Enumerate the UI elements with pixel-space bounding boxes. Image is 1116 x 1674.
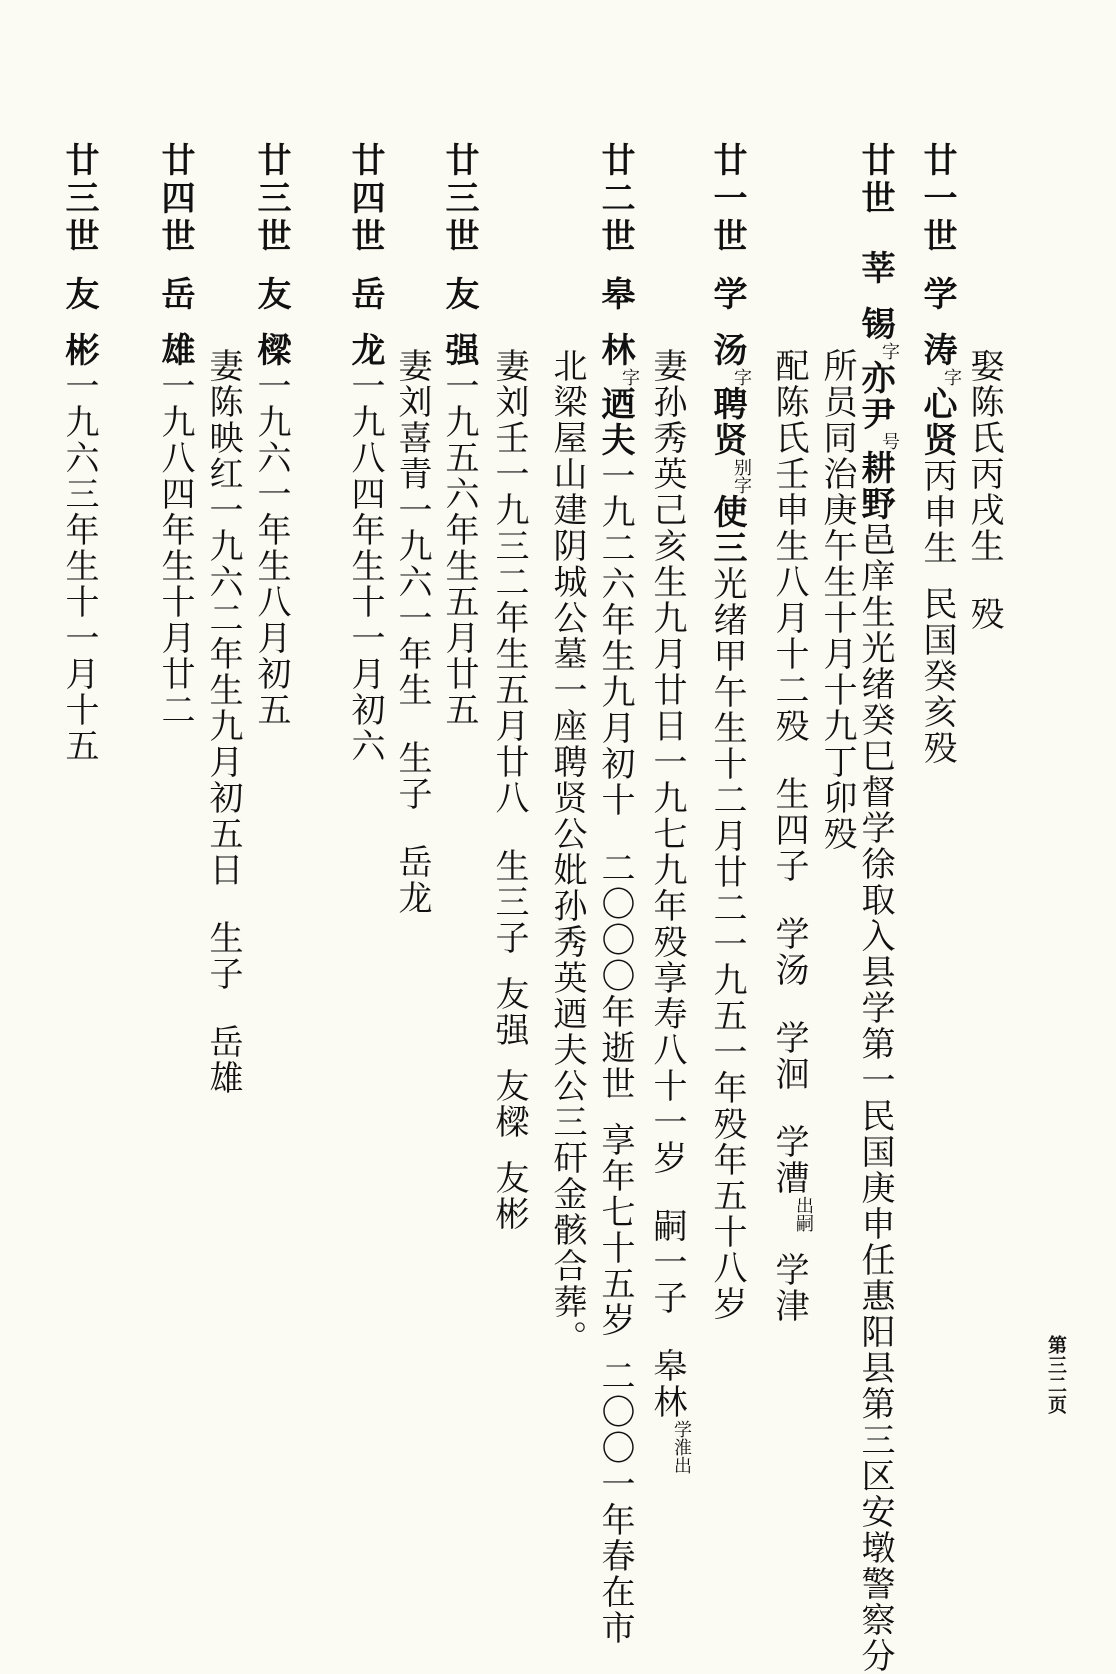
person-name-2: 龙 [345,332,385,368]
line-1 [964,348,1004,632]
annotation: 出嗣 [793,1196,814,1232]
person-name: 皋 [595,276,635,312]
line-6 [707,142,752,1322]
line-9-text: 北梁屋山建阴城公墓一座聘贤公妣孙秀英迺夫公三矸金骸合葬。 [547,348,587,1356]
courtesy-name: 聘贤 [707,386,747,458]
child-name-4: 学津 [769,1252,809,1324]
line-7-text-b: 嗣一子 [647,1208,687,1316]
child-name-3: 友彬 [489,1160,529,1232]
line-7 [647,348,692,1474]
line-5-text: 配陈氏壬申生八月十二殁 [769,348,809,744]
page-number: 第三二页 [1045,1335,1067,1415]
annotation: 字 [731,368,752,386]
annotation: 字 [941,368,962,386]
line-1-text: 娶陈氏丙戌生 [964,348,1004,564]
line-3 [855,142,900,1674]
person-name-2: 林 [595,332,635,368]
line-9 [547,348,587,1356]
generation-label: 廿二世 [595,142,635,256]
child-name-3: 学漕 [769,1124,809,1196]
generation-label: 廿三世 [251,142,291,256]
line-8-text-b: 二〇〇〇年逝世 [595,850,635,1102]
line-16-text: 一九八四年生十月廿二 [155,368,195,728]
generation-label: 廿四世 [345,142,385,256]
person-name: 莘 [855,250,895,286]
child-name: 岳龙 [392,844,432,916]
line-12-text-b: 生子 [392,740,432,812]
person-name-2: 涛 [917,332,957,368]
child-name-2: 友樑 [489,1068,529,1140]
annotation: 学淮出 [671,1420,692,1474]
line-15-text-b: 生子 [203,920,243,992]
line-8 [595,142,640,1646]
person-name-2: 雄 [155,332,195,368]
line-14-text: 一九六一年生八月初五 [251,368,291,728]
line-6-text: 光绪甲午生十二月廿二一九五一年殁年五十八岁 [707,566,747,1322]
line-11-text: 一九五六年生五月廿五 [439,368,479,728]
line-4-text: 所员同治庚午生十月十九丁卯殁 [817,348,857,852]
person-name-2: 强 [439,332,479,368]
line-5 [769,348,814,1324]
person-name: 学 [707,276,747,312]
line-10 [489,348,529,1232]
line-15-text: 妻陈映红一九六二年生九月初五日 [203,348,243,888]
generation-label: 廿三世 [439,142,479,256]
line-13 [345,142,385,764]
line-5-text-b: 生四子 [769,776,809,884]
child-name-2: 学洄 [769,1020,809,1092]
annotation-2: 号 [879,432,900,450]
courtesy-name: 心贤 [917,386,957,458]
generation-label: 廿一世 [707,142,747,256]
person-name: 岳 [155,276,195,312]
line-4 [817,348,857,852]
line-12-text: 妻刘喜青一九六一年生 [392,348,432,708]
person-name-2: 彬 [59,332,99,368]
person-name-2: 樑 [251,332,291,368]
courtesy-name: 亦尹 [855,360,895,432]
line-10-text-b: 生三子 [489,848,529,956]
generation-label: 廿世 [855,142,895,218]
generation-label: 廿四世 [155,142,195,256]
line-17 [59,142,99,764]
courtesy-name: 迺夫 [595,386,635,458]
line-14 [251,142,291,728]
line-17-text: 一九六三年生十一月十五 [59,368,99,764]
line-16 [155,142,195,728]
generation-label: 廿一世 [917,142,957,256]
person-name: 学 [917,276,957,312]
alt-courtesy-name: 使三 [707,494,747,566]
person-name-2: 汤 [707,332,747,368]
line-8-text: 一九二六年生九月初十 [595,458,635,818]
line-12 [392,348,432,916]
line-8-text-c: 享年七十五岁 [595,1122,635,1338]
child-name: 皋林 [647,1348,687,1420]
person-name-2: 锡 [855,306,895,342]
line-2-text: 丙申生 [917,458,957,566]
line-2 [917,142,962,766]
person-name: 友 [251,276,291,312]
line-7-text: 妻孙秀英己亥生九月廿日一九七九年殁享寿八十一岁 [647,348,687,1176]
art-name: 耕野 [855,450,895,522]
line-15 [203,348,243,1096]
child-name: 友强 [489,976,529,1048]
person-name: 友 [439,276,479,312]
line-8-text-d: 二〇〇一年春在市 [595,1358,635,1646]
generation-label: 廿三世 [59,142,99,256]
line-1-text-b: 殁 [964,596,1004,632]
line-11 [439,142,479,728]
child-name: 学汤 [769,916,809,988]
annotation-2: 别字 [731,458,752,494]
person-name: 友 [59,276,99,312]
line-10-text: 妻刘壬一九三二年生五月廿八 [489,348,529,816]
person-name: 岳 [345,276,385,312]
line-13-text: 一九八四年生十一月初六 [345,368,385,764]
line-3-text: 邑庠生光绪癸巳督学徐取入县学第一民国庚申任惠阳县第三区安墩警察分 [855,522,895,1674]
annotation: 字 [619,368,640,386]
child-name: 岳雄 [203,1024,243,1096]
annotation: 字 [879,342,900,360]
line-2-text-b: 民国癸亥殁 [917,586,957,766]
